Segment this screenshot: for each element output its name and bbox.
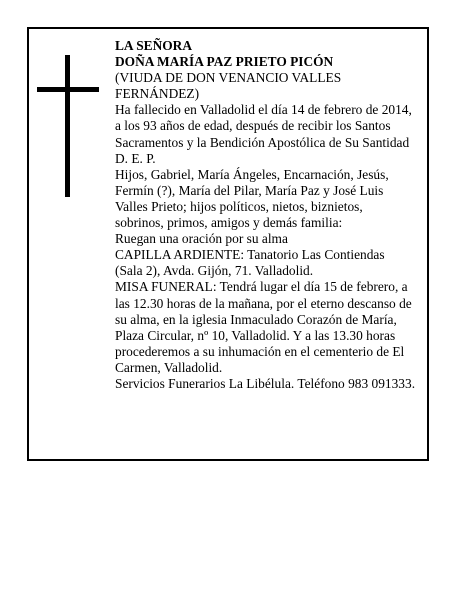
widow-line-2: FERNÁNDEZ)	[115, 86, 200, 102]
cross-icon	[37, 55, 99, 197]
body-line: Ruegan una oración por su alma	[115, 231, 288, 247]
widow-line-1: (VIUDA DE DON VENANCIO VALLES	[115, 70, 342, 86]
body-line: sobrinos, primos, amigos y demás familia:	[115, 215, 343, 231]
cross-vertical-bar	[65, 55, 70, 197]
body-line: Fermín (?), María del Pilar, María Paz y José Luis	[115, 182, 384, 198]
body-line: (Sala 2), Avda. Gijón, 71. Valladolid.	[115, 263, 314, 279]
body-line: procederemos a su inhumación en el cementerio de El	[115, 343, 405, 359]
body-line: a los 93 años de edad, después de recibir los Santos	[115, 118, 391, 134]
body-line: las 12.30 horas de la mañana, por el eterno descanso de	[115, 295, 412, 311]
body-line: Servicios Funerarios La Libélula. Teléfono 983 091333.	[115, 375, 416, 391]
body-line: Valles Prieto; hijos políticos, nietos, biznietos,	[115, 198, 363, 214]
body-line: Plaza Circular, nº 10, Valladolid. Y a las 13.30 horas	[115, 327, 396, 343]
cross-horizontal-bar	[37, 87, 99, 92]
body-line: CAPILLA ARDIENTE: Tanatorio Las Contiendas	[115, 247, 385, 263]
body-line: Hijos, Gabriel, María Ángeles, Encarnación, Jesús,	[115, 166, 389, 182]
deceased-name: DOÑA MARÍA PAZ PRIETO PICÓN	[115, 54, 334, 70]
obituary-text	[115, 38, 423, 392]
body-line: Ha fallecido en Valladolid el día 14 de febrero de 2014,	[115, 102, 412, 118]
body-line: Carmen, Valladolid.	[115, 359, 223, 375]
title-line-1: LA SEÑORA	[115, 38, 193, 53]
body-line: D. E. P.	[115, 150, 156, 166]
body-line: su alma, en la iglesia Inmaculado Corazón de María,	[115, 311, 397, 327]
body-line: Sacramentos y la Bendición Apostólica de Su Santidad	[115, 134, 410, 150]
body-line: MISA FUNERAL: Tendrá lugar el día 15 de febrero, a	[115, 279, 408, 295]
